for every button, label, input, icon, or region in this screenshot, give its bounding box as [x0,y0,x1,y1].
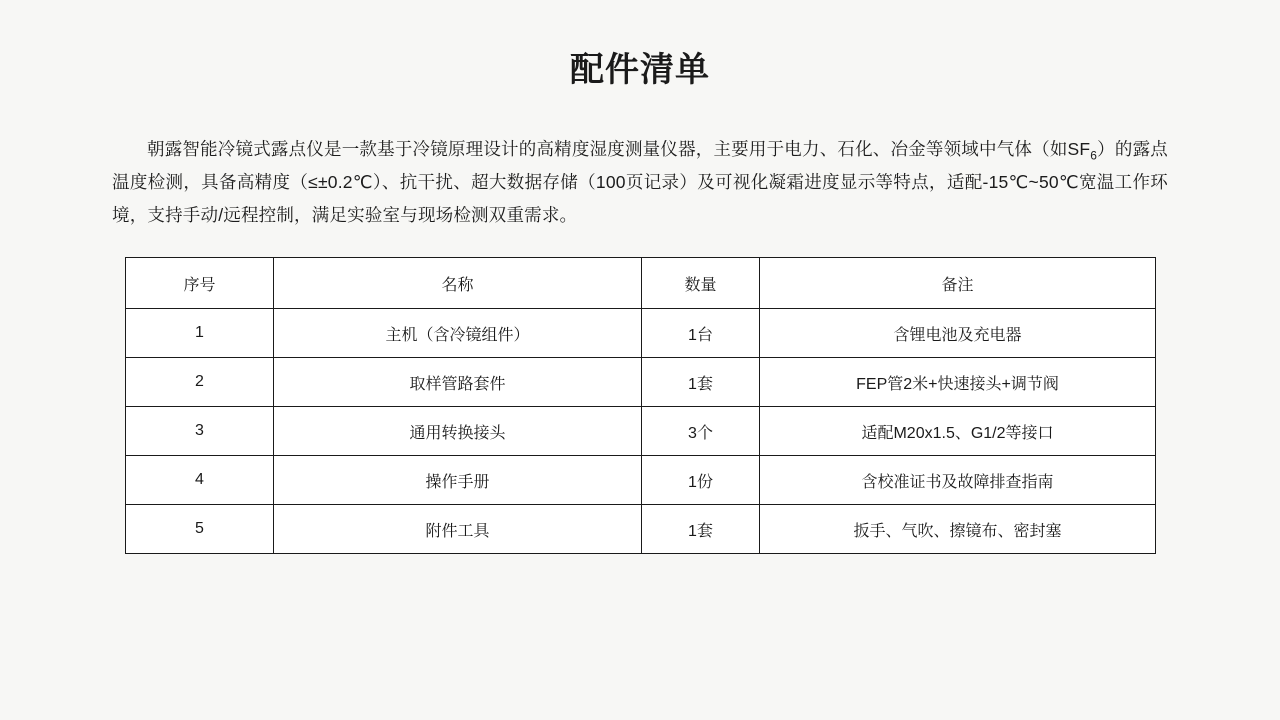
table-row [126,456,1156,505]
cell-quantity: 1套 [642,505,760,554]
table-header-row [126,258,1156,309]
cell-name: 取样管路套件 [274,358,642,407]
cell-index: 2 [126,358,274,407]
cell-remark: 扳手、气吹、擦镜布、密封塞 [760,505,1156,554]
table-header [126,258,1156,309]
cell-index: 3 [126,407,274,456]
cell-remark: 适配M20x1.5、G1/2等接口 [760,407,1156,456]
sf6-subscript: 6 [1090,148,1098,163]
cell-quantity: 3个 [642,407,760,456]
cell-index: 4 [126,456,274,505]
table-row [126,407,1156,456]
table-row [126,309,1156,358]
column-header-index: 序号 [126,258,274,309]
cell-name: 主机（含冷镜组件） [274,309,642,358]
cell-index: 5 [126,505,274,554]
column-header-name: 名称 [274,258,642,309]
cell-quantity: 1台 [642,309,760,358]
cell-quantity: 1套 [642,358,760,407]
cell-quantity: 1份 [642,456,760,505]
cell-name: 附件工具 [274,505,642,554]
cell-index: 1 [126,309,274,358]
table-row [126,358,1156,407]
parts-table-wrapper [125,257,1155,554]
parts-table [125,257,1156,554]
intro-text-before: 朝露智能冷镜式露点仪是一款基于冷镜原理设计的高精度湿度测量仪器，主要用于电力、石化、冶金等领域中气体（如SF [147,138,1091,159]
cell-remark: 含锂电池及充电器 [760,309,1156,358]
column-header-quantity: 数量 [642,258,760,309]
table-body [126,309,1156,554]
page-title: 配件清单 [570,51,710,89]
cell-name: 通用转换接头 [274,407,642,456]
table-row [126,505,1156,554]
column-header-remark: 备注 [760,258,1156,309]
intro-text-after: ）的露点温度检测，具备高精度（≤±0.2℃）、抗干扰、超大数据存储（100页记录）及可视化凝霜进度显示等特点，适配-15℃~50℃宽温工作环境，支持手动/远程控制，满足实验室与现场检测双重需求。 [112,138,1168,225]
cell-remark: FEP管2米+快速接头+调节阀 [760,358,1156,407]
cell-name: 操作手册 [274,456,642,505]
intro-paragraph [112,133,1168,231]
cell-remark: 含校准证书及故障排查指南 [760,456,1156,505]
